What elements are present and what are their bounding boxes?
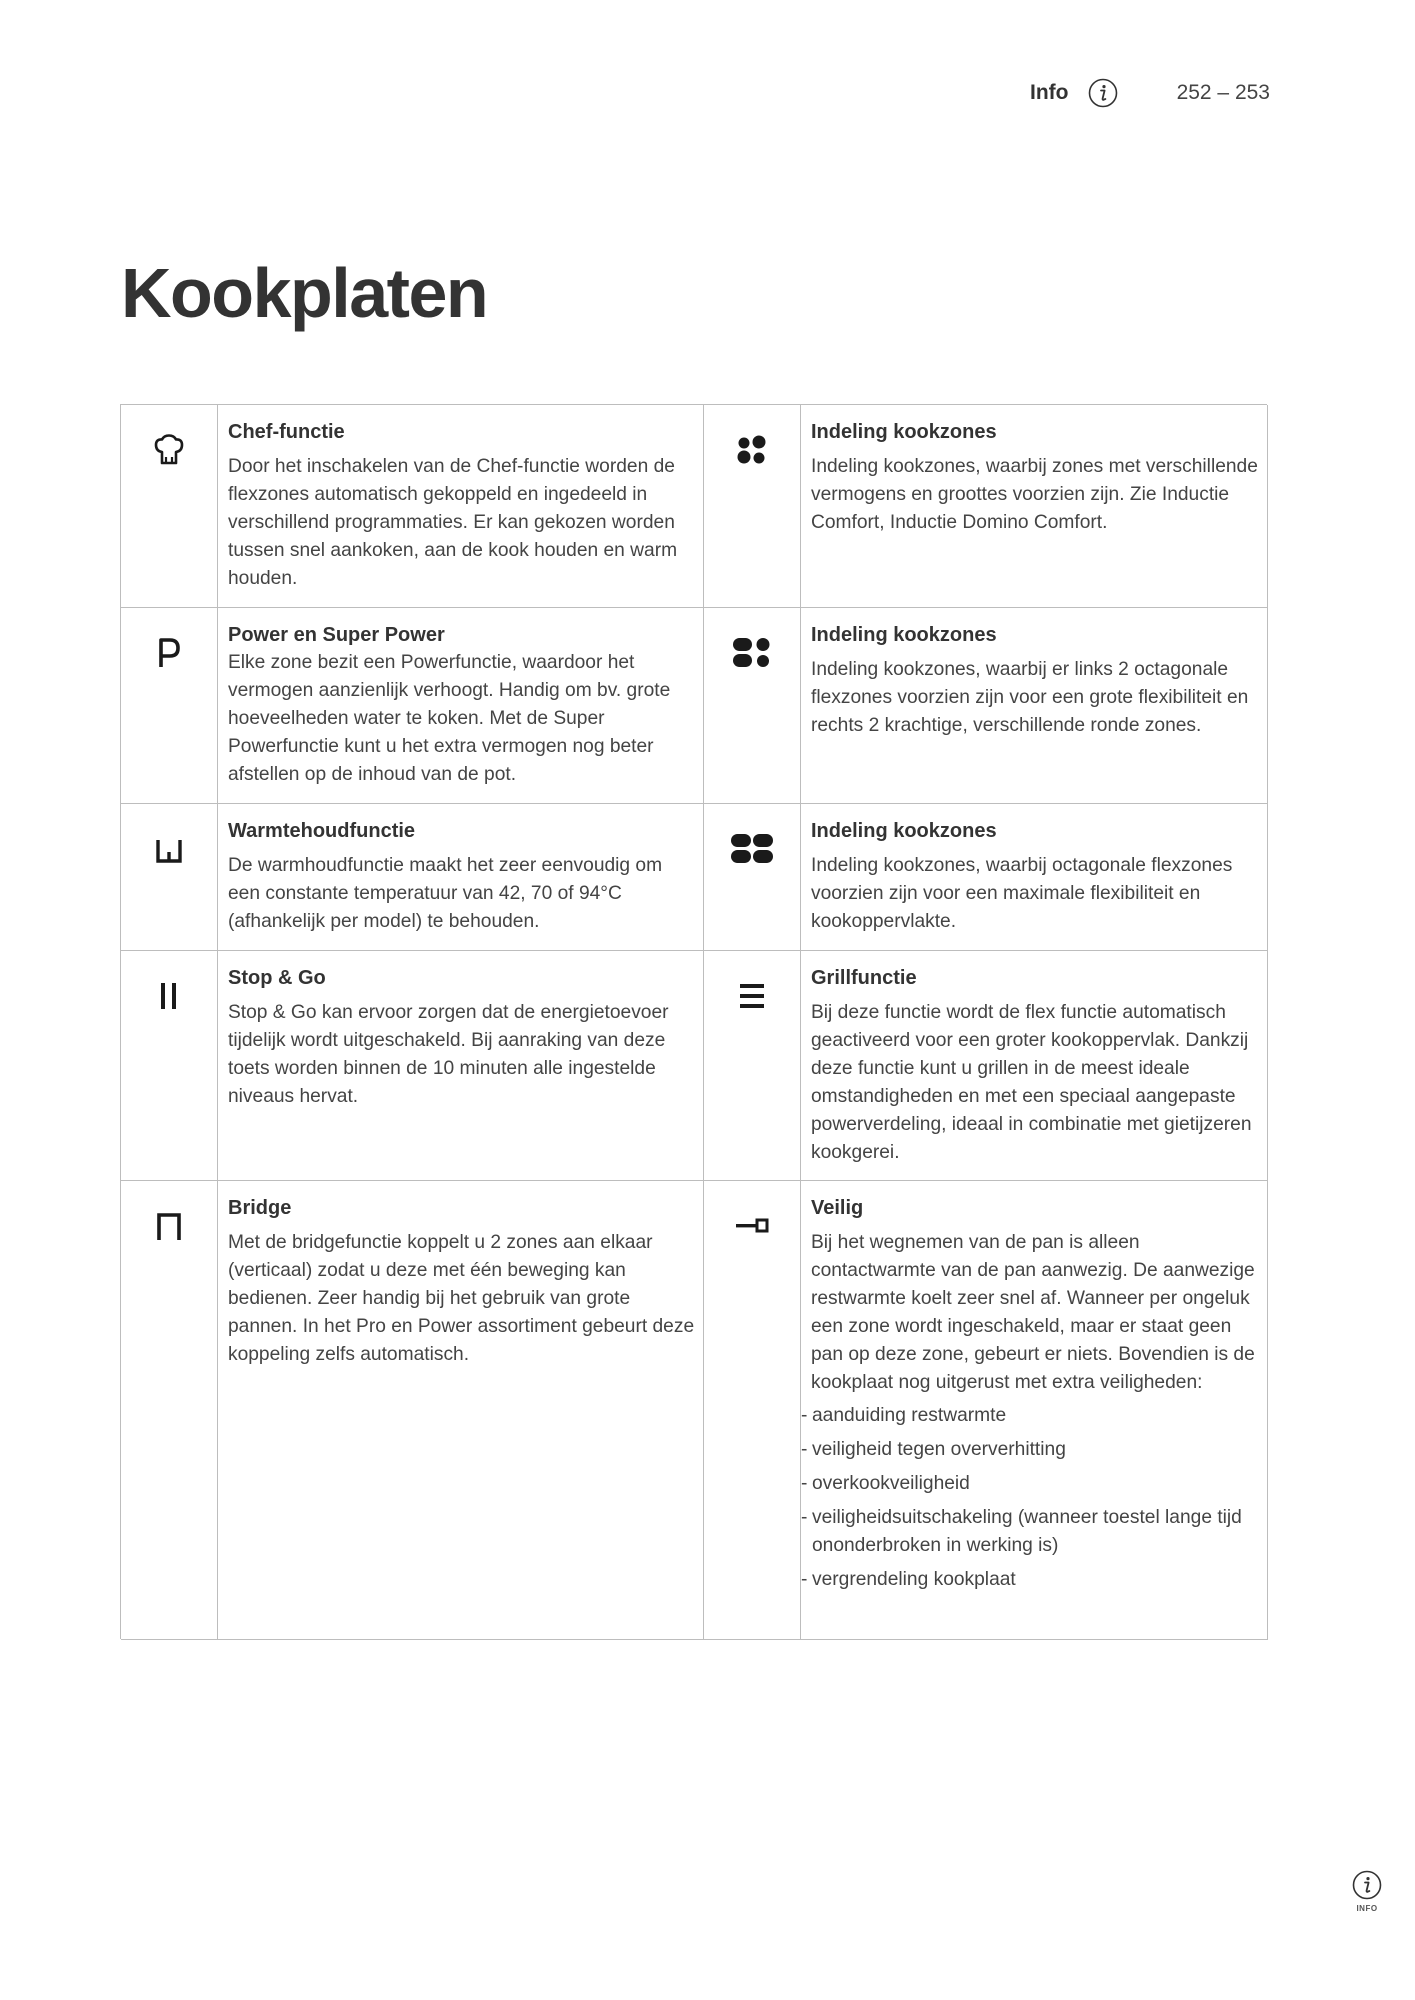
feature-description: Indeling kookzones, waarbij zones met verschillende vermogens en groottes voorzien zijn. Zie Inductie Comfort, Inductie Domino Comfort. [811, 456, 1258, 533]
feature-icon-cell [704, 1181, 801, 1640]
feature-title: Veilig [811, 1197, 864, 1219]
feature-icon-cell [121, 951, 218, 1181]
feature-text-cell [218, 1181, 704, 1640]
feature-description: Met de bridgefunctie koppelt u 2 zones aan elkaar (verticaal) zodat u deze met één beweging kan bedienen. Zeer handig bij het gebruik van grote pannen. In het Pro en Power assortiment gebeurt deze koppeling zelfs automatisch. [228, 1232, 695, 1365]
list-item-text: veiligheidsuitschakeling (wanneer toestel lange tijd ononderbroken in werking is) [812, 1507, 1242, 1556]
feature-description: De warmhoudfunctie maakt het zeer eenvoudig om een constante temperatuur van 42, 70 of 94°C (afhankelijk per model) te behouden. [228, 855, 663, 932]
bridge-icon [154, 1209, 184, 1243]
list-item-text: vergrendeling kookplaat [812, 1569, 1016, 1590]
feature-title: Indeling kookzones [811, 421, 997, 443]
list-item-text: aanduiding restwarmte [812, 1405, 1007, 1426]
footer-label: INFO [1356, 1904, 1378, 1913]
page-numbers: 252 – 253 [1176, 81, 1270, 104]
feature-description: Indeling kookzones, waarbij er links 2 octagonale flexzones voorzien zijn voor een grote flexibiliteit en rechts 2 krachtige, verschillende ronde zones. [811, 659, 1249, 736]
feature-description: Stop & Go kan ervoor zorgen dat de energietoevoer tijdelijk wordt uitgeschakeld. Bij aanraking van deze toets worden binnen de 10 minuten alle ingestelde niveaus hervat. [228, 1002, 669, 1107]
info-icon [1352, 1870, 1382, 1900]
feature-description: Elke zone bezit een Powerfunctie, waardoor het vermogen aanzienlijk verhoogt. Handig om bv. grote hoeveelheden water te koken. Met de Super Powerfunctie kunt u het extra vermogen nog beter afstellen op de inhoud van de pot. [228, 652, 671, 785]
feature-title: Power en Super Power [228, 624, 445, 646]
feature-icon-cell [704, 804, 801, 951]
feature-icon-cell [704, 608, 801, 804]
feature-description: Bij het wegnemen van de pan is alleen contactwarmte van de pan aanwezig. De aanwezige restwarmte koelt zeer snel af. Wanneer per ongeluk een zone wordt ingeschakeld, maar er staat geen pan op deze zone, gebeurt er niets. Bovendien is de kookplaat nog uitgerust met extra veiligheden: [811, 1232, 1255, 1393]
pause-icon [154, 979, 184, 1013]
feature-text-cell [218, 804, 704, 951]
feature-title: Chef-functie [228, 421, 345, 443]
feature-icon-cell [121, 608, 218, 804]
list-item-text: overkookveiligheid [812, 1473, 970, 1494]
grill-lines-icon [737, 979, 767, 1013]
features-table [120, 404, 1267, 1639]
list-item: - overkookveiligheid [801, 1470, 1259, 1498]
list-item-text: veiligheid tegen oververhitting [812, 1439, 1066, 1460]
key-lock-icon [734, 1209, 770, 1243]
feature-text-cell [801, 1181, 1268, 1640]
feature-title: Stop & Go [228, 967, 326, 989]
feature-title: Grillfunctie [811, 967, 917, 989]
feature-icon-cell [704, 951, 801, 1181]
page-footer [1350, 1870, 1384, 1913]
feature-text-cell [218, 951, 704, 1181]
list-item: - veiligheidsuitschakeling (wanneer toestel lange tijd ononderbroken in werking is) [801, 1504, 1259, 1560]
feature-text-cell [801, 804, 1268, 951]
info-icon [1088, 78, 1118, 108]
page-header [1030, 76, 1270, 110]
feature-text-cell [218, 608, 704, 804]
header-label: Info [1030, 81, 1069, 104]
feature-description: Door het inschakelen van de Chef-functie worden de flexzones automatisch gekoppeld en ingedeeld in verschillend programmaties. Er kan gekozen worden tussen snel aankoken, aan de kook houden en warm houden. [228, 456, 678, 589]
feature-icon-cell [121, 1181, 218, 1640]
feature-text-cell [801, 405, 1268, 608]
feature-icon-cell [121, 804, 218, 951]
list-item: - aanduiding restwarmte [801, 1402, 1259, 1430]
list-item: - veiligheid tegen oververhitting [801, 1436, 1259, 1464]
feature-title: Indeling kookzones [811, 820, 997, 842]
letter-p-icon [154, 636, 184, 670]
octagonal-four-zones-icon [730, 832, 774, 866]
chef-hat-icon [152, 433, 186, 467]
feature-text-cell [218, 405, 704, 608]
feature-title: Indeling kookzones [811, 624, 997, 646]
safety-list [801, 1402, 1259, 1594]
octagonal-left-zones-icon [732, 636, 772, 670]
feature-text-cell [801, 951, 1268, 1181]
feature-icon-cell [704, 405, 801, 608]
page-title: Kookplaten [121, 254, 488, 332]
four-dots-zones-icon [735, 433, 769, 467]
feature-description: Bij deze functie wordt de flex functie automatisch geactiveerd voor een groter kookoppervlak. Dankzij deze functie kunt u grillen in de meest ideale omstandigheden en met een speciaal aangepaste powerverdeling, ideaal in combinatie met gietijzeren kookgerei. [811, 1002, 1252, 1163]
feature-title: Warmtehoudfunctie [228, 820, 416, 842]
feature-description: Indeling kookzones, waarbij octagonale flexzones voorzien zijn voor een maximale flexibiliteit en kookoppervlakte. [811, 855, 1233, 932]
list-item: - vergrendeling kookplaat [801, 1566, 1259, 1594]
feature-title: Bridge [228, 1197, 292, 1219]
feature-icon-cell [121, 405, 218, 608]
warm-keep-icon [154, 832, 184, 866]
feature-text-cell [801, 608, 1268, 804]
